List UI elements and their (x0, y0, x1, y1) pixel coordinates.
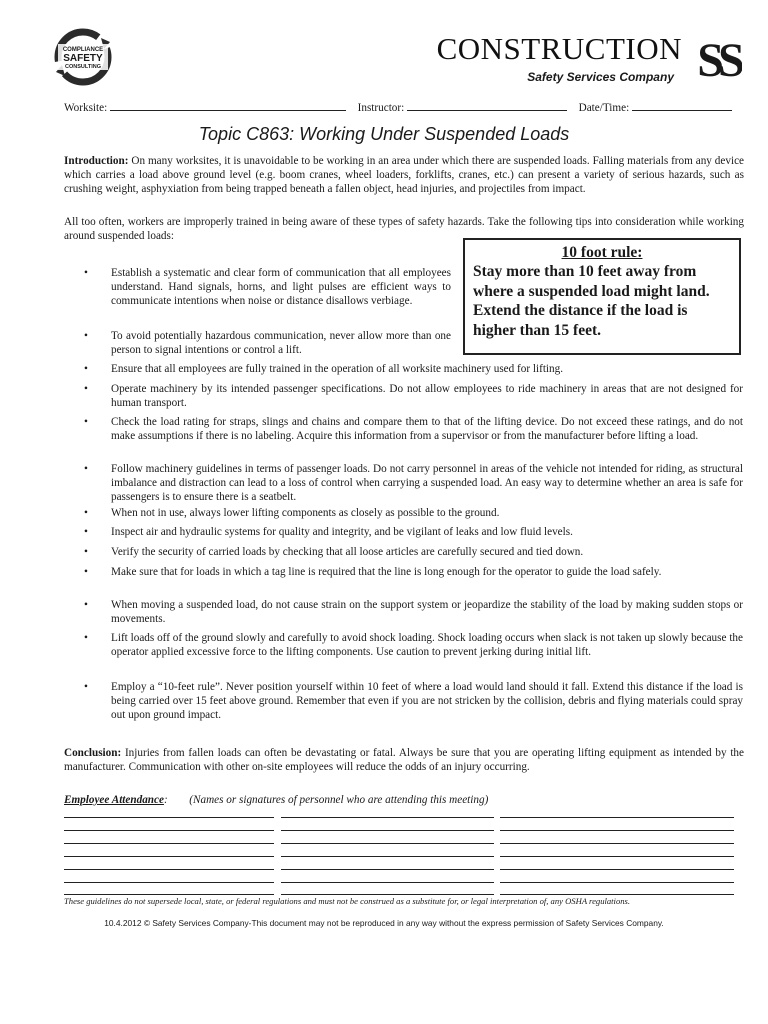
signature-line[interactable] (64, 830, 274, 831)
company-brand (437, 32, 682, 84)
bullet-marker: • (84, 416, 88, 428)
bullet-marker: • (84, 383, 88, 395)
signature-line[interactable] (64, 869, 274, 870)
signature-line[interactable] (64, 843, 274, 844)
bullet-marker: • (84, 599, 88, 611)
worksite-label: Worksite: (64, 102, 108, 114)
list-item: Establish a systematic and clear form of communication that all employees understand. Hand signals, horns, and light pulses are efficient ways to communicate intentions when noise or distance disallows verbiage. (111, 267, 451, 307)
ten-foot-rule-box (463, 238, 741, 355)
monogram-text: SS (697, 34, 739, 82)
bullet-marker: • (84, 681, 88, 693)
signature-line[interactable] (500, 830, 734, 831)
list-item: When not in use, always lower lifting components as closely as possible to the ground. (111, 507, 500, 519)
attendance-colon: : (163, 794, 168, 806)
logo-text-3: CONSULTING (65, 64, 101, 70)
signature-line[interactable] (281, 817, 494, 818)
instructor-field[interactable] (407, 100, 567, 111)
bullet-marker: • (84, 566, 88, 578)
signature-line[interactable] (500, 843, 734, 844)
meta-row (64, 100, 744, 114)
bullet-marker: • (84, 363, 88, 375)
list-item: Check the load rating for straps, slings and chains and compare them to that of the lifting device. Do not exceed these ratings, and do not make assumptions if there is no labeling. Acquire this information from a supervisor or from the manufacturer before lifting a load. (111, 416, 743, 442)
disclaimer: These guidelines do not supersede local, state, or federal regulations and must not be construed as a substitute for, or legal interpretation of, any OSHA regulations. (64, 896, 631, 906)
bullet-marker: • (84, 507, 88, 519)
company-name: CONSTRUCTION (436, 31, 682, 66)
copyright-footer: 10.4.2012 © Safety Services Company-This document may not be reproduced in any way without the express permission of Safety Services Company. (104, 918, 664, 928)
signature-line[interactable] (64, 882, 274, 883)
bullet-marker: • (84, 632, 88, 644)
signature-line[interactable] (281, 894, 494, 895)
signature-line[interactable] (281, 882, 494, 883)
rule-box-title: 10 foot rule: (561, 244, 643, 261)
page-title: Topic C863: Working Under Suspended Loads (198, 124, 570, 144)
list-item: Follow machinery guidelines in terms of passenger loads. Do not carry personnel in areas of the vehicle not intended for riding, as structural imbalance and distraction can lead to a loss of control when carrying a suspended load. An easy way to determine whether an area is safe for passengers is to ensure there is a seatbelt. (111, 463, 743, 503)
bullet-marker: • (84, 267, 88, 279)
lead-paragraph: All too often, workers are improperly trained in being aware of these types of safety hazards. Take the following tips into consideration while working around suspended loads: (64, 216, 744, 243)
list-item: Inspect air and hydraulic systems for quality and integrity, and be vigilant of leaks and low fluid levels. (111, 526, 573, 538)
intro-text: On many worksites, it is unavoidable to be working in an area under which there are suspended loads. Falling materials from any device which carries a load above ground level (e.g. boom cranes, wheel loaders, forklifts, cranes, etc.) can present a variety of serious hazards, such as crushing weight, asphyxiation from being trapped beneath a fallen object, head injuries, and projectiles from impact. (64, 155, 744, 196)
signature-line[interactable] (281, 830, 494, 831)
signature-line[interactable] (281, 856, 494, 857)
intro-paragraph (64, 154, 744, 197)
attendance-heading (64, 794, 488, 806)
list-item: When moving a suspended load, do not cause strain on the support system or jeopardize the stability of the load by making sudden stops or movements. (111, 599, 743, 625)
signature-line[interactable] (500, 894, 734, 895)
signature-line[interactable] (500, 817, 734, 818)
bullet-marker: • (84, 526, 88, 538)
ss-monogram-logo (694, 32, 742, 82)
conclusion-paragraph (64, 746, 744, 774)
list-item: Employ a “10-feet rule”. Never position yourself within 10 feet of where a load would land should it fall. Extend this distance if the load is being carried over 15 feet above ground. Remember that even if you are not stricken by the collision, debris and flying materials could spray out upon ground impact. (111, 681, 743, 721)
datetime-field[interactable] (632, 100, 732, 111)
logo-text-1: COMPLIANCE (62, 47, 104, 53)
conclusion-text: Injuries from fallen loads can often be devastating or fatal. Always be sure that you are operating lifting equipment as intended by the manufacturer. Communication with other on-site employees will reduce the odds of an injury occurring. (64, 747, 744, 774)
worksite-field[interactable] (110, 100, 346, 111)
attendance-label: Employee Attendance (64, 794, 164, 806)
bullet-marker: • (84, 463, 88, 475)
signature-line[interactable] (500, 869, 734, 870)
attendance-note: (Names or signatures of personnel who are attending this meeting) (189, 794, 489, 806)
instructor-label: Instructor: (357, 102, 405, 114)
logo-text-2: SAFETY (63, 53, 103, 64)
list-item: Make sure that for loads in which a tag line is required that the line is long enough for the operator to guide the load safely. (111, 566, 662, 578)
list-item: Operate machinery by its intended passenger specifications. Do not allow employees to ride machinery in areas that are not designed for human transport. (111, 383, 743, 409)
list-item: Lift loads off of the ground slowly and carefully to avoid shock loading. Shock loading occurs when slack is not taken up slowly because the operator applied excessive force to the lifting components. Use caution to prevent jerking during initial lift. (111, 632, 743, 658)
signature-line[interactable] (281, 869, 494, 870)
signature-line[interactable] (64, 894, 274, 895)
list-item: Verify the security of carried loads by checking that all loose articles are carefully secured and tied down. (111, 546, 584, 558)
signature-line[interactable] (500, 856, 734, 857)
datetime-label: Date/Time: (578, 102, 630, 114)
rule-box-text: Stay more than 10 feet away from where a suspended load might land. Extend the distance if the load is higher than 15 feet. (473, 263, 710, 339)
signature-line[interactable] (64, 856, 274, 857)
signature-line[interactable] (281, 843, 494, 844)
compliance-safety-consulting-logo (54, 28, 112, 86)
conclusion-label: Conclusion: (64, 747, 122, 759)
signature-line[interactable] (64, 817, 274, 818)
intro-label: Introduction: (64, 155, 129, 167)
list-item: Ensure that all employees are fully trained in the operation of all worksite machinery used for lifting. (111, 363, 564, 375)
bullet-marker: • (84, 330, 88, 342)
bullet-marker: • (84, 546, 88, 558)
company-subtitle: Safety Services Company (527, 70, 674, 84)
signature-line[interactable] (500, 882, 734, 883)
list-item: To avoid potentially hazardous communication, never allow more than one person to signal intentions or control a lift. (111, 330, 451, 356)
